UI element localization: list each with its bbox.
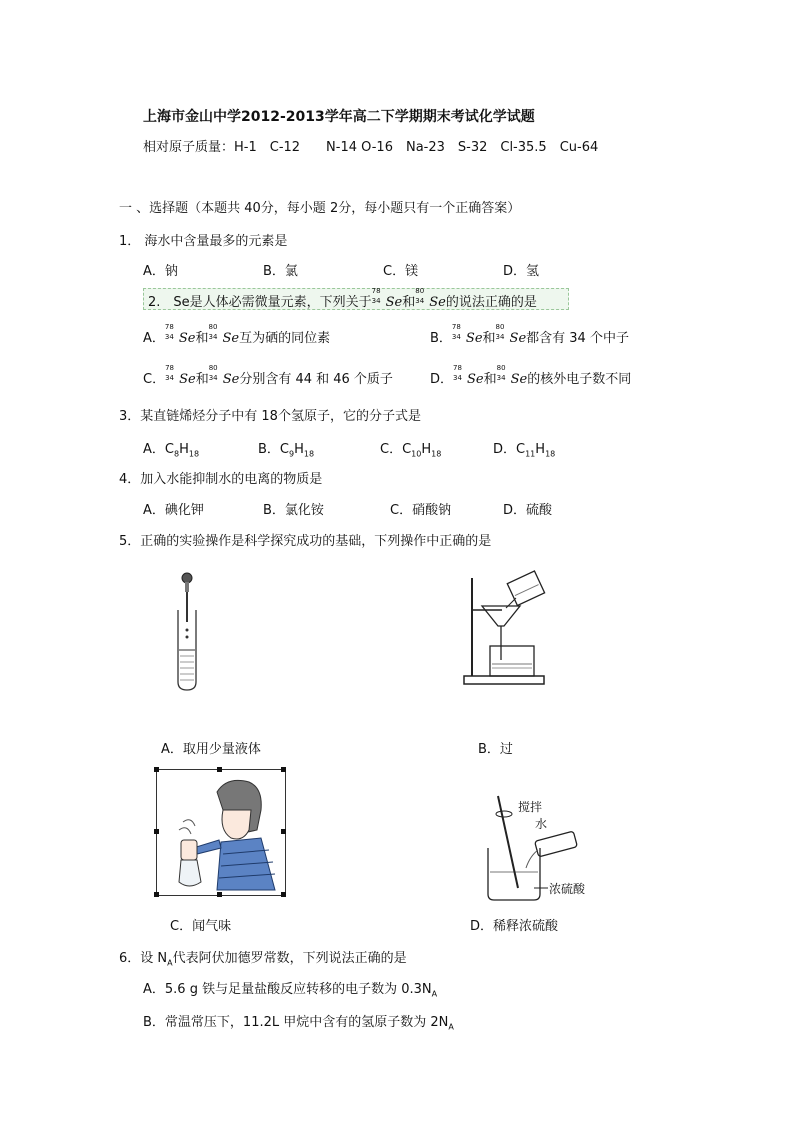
question-5-stem: 5．正确的实验操作是科学探究成功的基础，下列操作中正确的是 bbox=[119, 534, 492, 549]
resize-handle-left[interactable] bbox=[154, 829, 159, 834]
q1-option-a: A．钠 bbox=[143, 264, 178, 279]
q4-option-d: D．硫酸 bbox=[503, 503, 553, 518]
q5-option-d: D．稀释浓硫酸 bbox=[470, 919, 559, 934]
q1-option-d: D．氢 bbox=[503, 264, 540, 279]
q2-option-b: B． 78 34 Se和 80 34 Se都含有 34 个中子 bbox=[430, 323, 629, 346]
q3-option-c: C．$C_{10}H_{18}$ bbox=[380, 442, 442, 459]
q3-option-d: D．$C_{11}H_{18}$ bbox=[493, 442, 556, 459]
q6-option-a: A．5.6 g 铁与足量盐酸反应转移的电子数为 $0.3N_A$ bbox=[143, 982, 438, 999]
q2-option-d: D． 78 34 Se和 80 34 Se的核外电子数不同 bbox=[430, 364, 632, 387]
resize-handle-top-right[interactable] bbox=[281, 767, 286, 772]
label-concentrated-sulfuric-acid: 浓硫酸 bbox=[549, 882, 586, 896]
question-2-stem: 2. Se是人体必需微量元素，下列关于 78 34 Se和 80 34 Se的说法正确的是 bbox=[148, 287, 537, 310]
q1-option-c: C．镁 bbox=[383, 264, 419, 279]
q3-option-b: B．$C_9H_{18}$ bbox=[258, 442, 315, 459]
label-water: 水 bbox=[535, 817, 548, 831]
resize-handle-top-left[interactable] bbox=[154, 767, 159, 772]
q5-option-a: A．取用少量液体 bbox=[161, 742, 261, 757]
resize-handle-bottom-left[interactable] bbox=[154, 892, 159, 897]
question-1-stem: 1． 海水中含量最多的元素是 bbox=[119, 234, 288, 249]
question-3-stem: 3．某直链烯烃分子中有 18个氢原子，它的分子式是 bbox=[119, 409, 421, 424]
q2-option-a: A． 78 34 Se和 80 34 Se互为硒的同位素 bbox=[143, 323, 331, 346]
q4-option-a: A．碘化钾 bbox=[143, 503, 204, 518]
question-6-stem: 6．设 $N_A$代表阿伏加德罗常数，下列说法正确的是 bbox=[119, 951, 407, 968]
resize-handle-bottom[interactable] bbox=[217, 892, 222, 897]
q3-option-a: A．$C_8H_{18}$ bbox=[143, 442, 200, 459]
q4-option-b: B．氯化铵 bbox=[263, 503, 324, 518]
q5-option-b: B．过 bbox=[478, 742, 513, 757]
q1-option-b: B．氯 bbox=[263, 264, 298, 279]
resize-handle-bottom-right[interactable] bbox=[281, 892, 286, 897]
person-smelling-illustration bbox=[157, 770, 285, 895]
dropper-test-tube-illustration bbox=[170, 570, 204, 694]
q6-option-b: B．常温常压下，11.2L 甲烷中含有的氢原子数为 $2N_A$ bbox=[143, 1015, 454, 1032]
filtration-illustration bbox=[458, 568, 558, 688]
page-title: 上海市金山中学2012-2013学年高二下学期期末考试化学试题 bbox=[143, 109, 535, 125]
label-stir: 搅拌 bbox=[518, 800, 543, 814]
q5-option-c: C．闻气味 bbox=[170, 919, 232, 934]
resize-handle-top[interactable] bbox=[217, 767, 222, 772]
atomic-masses: 相对原子质量：H-1 C-12 N-14 O-16 Na-23 S-32 Cl-35.5 Cu-64 bbox=[143, 140, 599, 155]
question-4-stem: 4．加入水能抑制水的电离的物质是 bbox=[119, 472, 323, 487]
resize-handle-right[interactable] bbox=[281, 829, 286, 834]
q4-option-c: C．硝酸钠 bbox=[390, 503, 452, 518]
selected-image-frame[interactable] bbox=[156, 769, 286, 896]
q2-option-c: C． 78 34 Se和 80 34 Se分别含有 44 和 46 个质子 bbox=[143, 364, 393, 387]
section-heading: 一 、选择题（本题共 40分，每小题 2分，每小题只有一个正确答案） bbox=[119, 201, 521, 216]
